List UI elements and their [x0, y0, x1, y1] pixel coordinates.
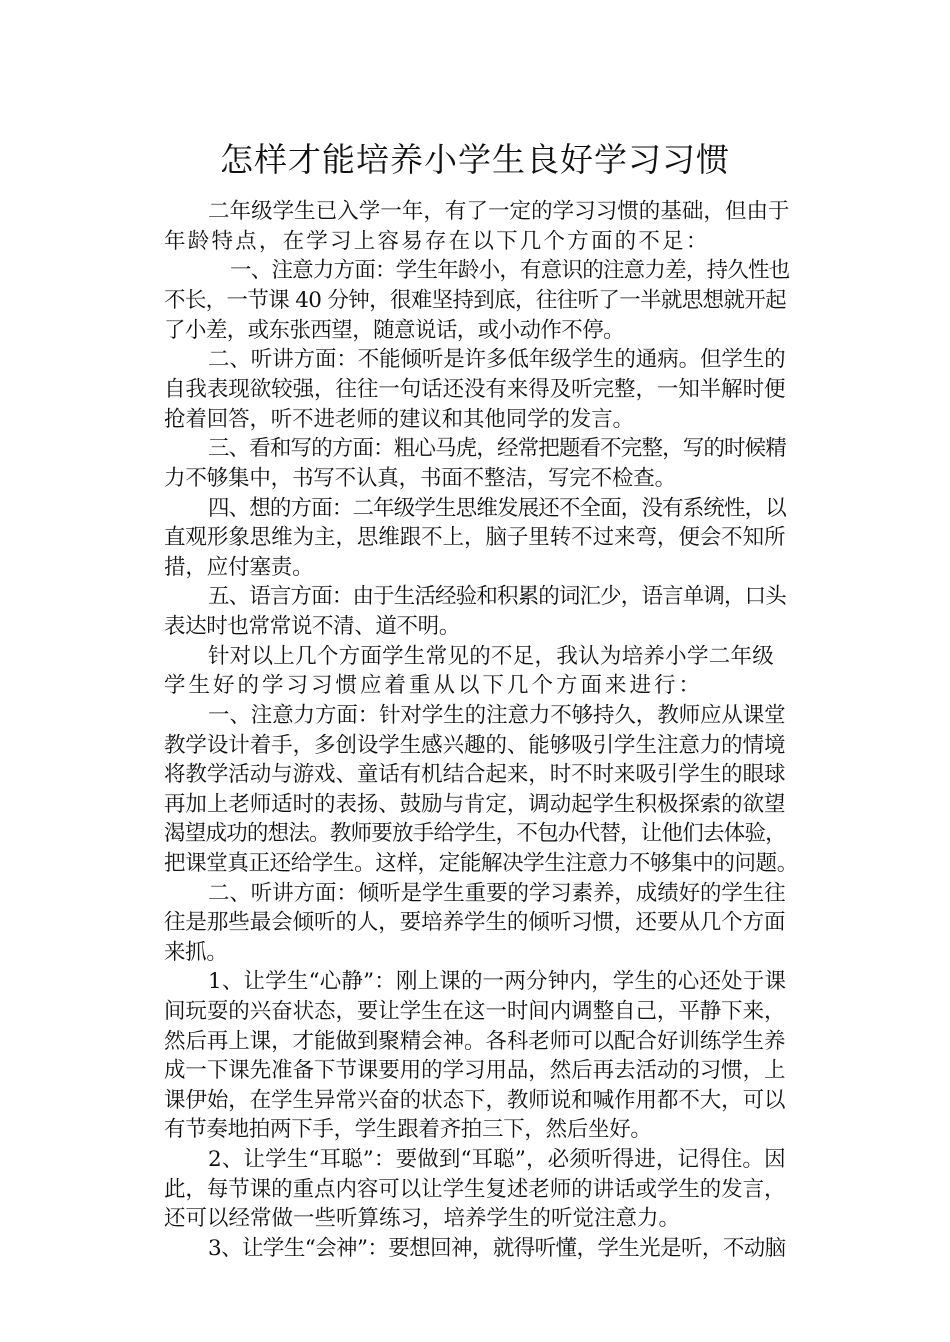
paragraph-line: 措，应付塞责。: [164, 555, 314, 580]
paragraph-line: 还可以经常做一些听算练习，培养学生的听觉注意力。: [164, 1206, 681, 1231]
paragraph-line: 一、注意力方面：学生年龄小，有意识的注意力差，持久性也: [230, 258, 790, 283]
paragraph-line: 有节奏地拍两下手，学生跟着齐拍三下，然后坐好。: [164, 1117, 652, 1142]
paragraph-line: 1、让学生“心静”：刚上课的一两分钟内，学生的心还处于课: [208, 969, 787, 994]
paragraph-line: 成一下课先准备下节课要用的学习用品，然后再去活动的习惯，上: [164, 1058, 786, 1083]
paragraph-line: 间玩耍的兴奋状态，要让学生在这一时间内调整自己，平静下来，: [164, 999, 786, 1024]
paragraph-line: 把课堂真正还给学生。这样，定能解决学生注意力不够集中的问题。: [164, 851, 798, 876]
paragraph-line: 不长，一节课 40 分钟，很难坚持到底，往往听了一半就思想就开起: [164, 288, 786, 313]
paragraph-line: 再加上老师适时的表扬、鼓励与肯定，调动起学生积极探索的欲望: [164, 792, 786, 817]
paragraph-line: 此，每节课的重点内容可以让学生复述老师的讲话或学生的发言，: [164, 1177, 786, 1202]
paragraph-line: 了小差，或东张西望，随意说话，或小动作不停。: [164, 318, 625, 343]
document-title: 怎样才能培养小学生良好学习习惯: [220, 140, 730, 179]
paragraph-line: 三、看和写的方面：粗心马虎，经常把题看不完整，写的时候精: [208, 436, 786, 461]
paragraph-line: 教学设计着手，多创设学生感兴趣的、能够吸引学生注意力的情境: [164, 733, 786, 758]
paragraph-line: 二、听讲方面：倾听是学生重要的学习素养，成绩好的学生往: [208, 881, 786, 906]
paragraph-line: 力不够集中，书写不认真，书面不整洁，写完不检查。: [164, 466, 676, 491]
paragraph-line: 表达时也常常说不清、道不明。: [164, 614, 460, 639]
paragraph-line: 直观形象思维为主，思维跟不上，脑子里转不过来弯，便会不知所: [164, 525, 786, 550]
paragraph-line: 抢着回答，听不进老师的建议和其他同学的发言。: [164, 407, 634, 432]
paragraph-line: 3、让学生“会神”：要想回神，就得听懂，学生光是听，不动脑: [208, 1236, 786, 1261]
paragraph-line: 四、想的方面：二年级学生思维发展还不全面，没有系统性，以: [208, 496, 786, 521]
paragraph-line: 渴望成功的想法。教师要放手给学生，不包办代替，让他们去体验，: [164, 821, 786, 846]
paragraph-line: 将教学活动与游戏、童话有机结合起来，时不时来吸引学生的眼球: [164, 762, 786, 787]
paragraph-line: 二、听讲方面：不能倾听是许多低年级学生的通病。但学生的: [208, 347, 786, 372]
paragraph-line: 往是那些最会倾听的人，要培养学生的倾听习惯，还要从几个方面: [164, 910, 786, 935]
paragraph-line: 来抓。: [164, 940, 228, 965]
paragraph-line: 然后再上课，才能做到聚精会神。各科老师可以配合好训练学生养: [164, 1029, 786, 1054]
paragraph-line: 自我表现欲较强，往往一句话还没有来得及听完整，一知半解时便: [164, 377, 786, 402]
paragraph-line: 二年级学生已入学一年，有了一定的学习习惯的基础，但由于: [208, 199, 790, 224]
paragraph-line: 一、注意力方面：针对学生的注意力不够持久，教师应从课堂: [208, 703, 786, 728]
paragraph-line: 针对以上几个方面学生常见的不足，我认为培养小学二年级: [208, 644, 775, 669]
paragraph-line: 五、语言方面：由于生活经验和积累的词汇少，语言单调，口头: [208, 584, 786, 609]
paragraph-line: 学生好的学习习惯应着重从以下几个方面来进行：: [164, 673, 704, 698]
paragraph-line: 课伊始，在学生异常兴奋的状态下，教师说和喊作用都不大，可以: [164, 1088, 786, 1113]
paragraph-line: 年龄特点，在学习上容易存在以下几个方面的不足：: [164, 229, 710, 254]
paragraph-line: 2、让学生“耳聪”：要做到“耳聪”，必须听得进，记得住。因: [208, 1147, 786, 1172]
